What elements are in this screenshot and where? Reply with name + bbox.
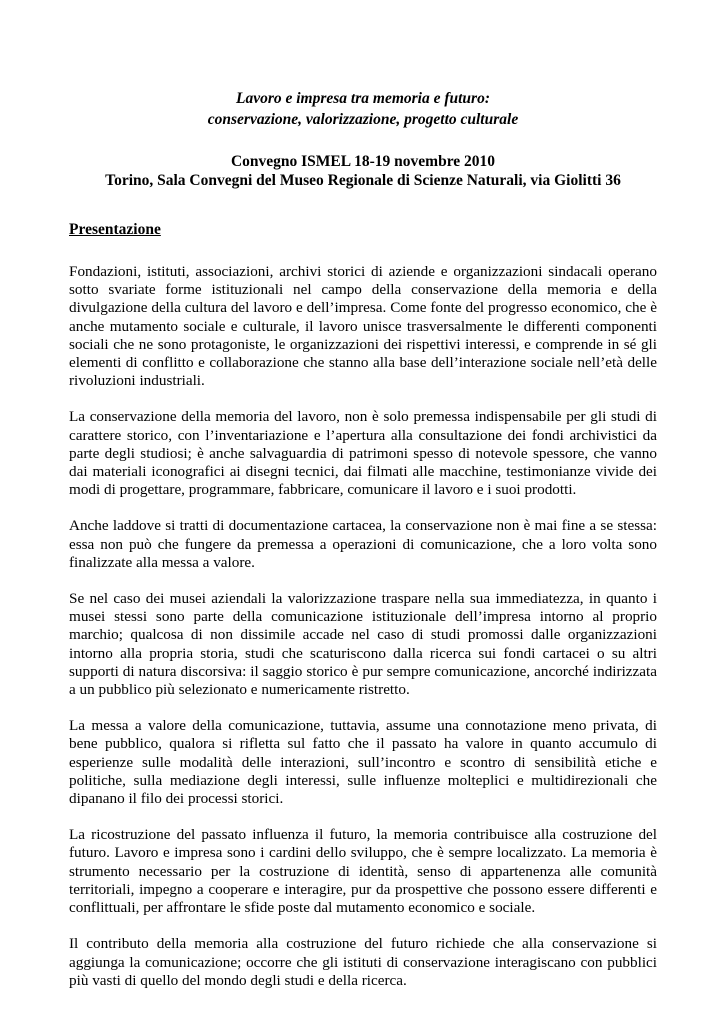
title-line-2: conservazione, valorizzazione, progetto culturale: [207, 111, 519, 128]
paragraph: La messa a valore della comunicazione, tuttavia, assume una connotazione meno privata, di bene pubblico, qualora si rifletta sul fatto che il passato ha valore in quanto accumulo di esperienze sulle modalità delle interazioni, sull’incontro e scontro di sensibilità etiche e politiche, sulla mediazione degli interessi, sulle influenze molteplici e multidirezionali che dipanano il filo dei processi storici.: [69, 717, 657, 808]
event-line-1: Convegno ISMEL 18-19 novembre 2010: [230, 153, 496, 170]
paragraph: Se nel caso dei musei aziendali la valorizzazione traspare nella sua immediatezza, in quanto i musei stessi sono parte della comunicazione istituzionale dell’impresa intorno al proprio marchio; qualcosa di non dissimile accade nel caso di studi promossi dalle organizzazioni intorno alla propria storia, studi che scaturiscono dalla ricerca sui fondi cartacei o su altri supporti di natura discorsiva: il saggio storico è pur sempre comunicazione, ancorché indirizzata a un pubblico più selezionato e numericamente ristretto.: [69, 590, 657, 699]
paragraph: Anche laddove si tratti di documentazione cartacea, la conservazione non è mai fine a se stessa: essa non può che fungere da premessa a operazioni di comunicazione, che a loro volta sono finalizzate alla messa a valore.: [69, 517, 657, 571]
section-heading: Presentazione: [69, 221, 161, 238]
event-info: [69, 152, 657, 190]
paragraph: Il contributo della memoria alla costruzione del futuro richiede che alla conservazione si aggiunga la comunicazione; occorre che gli istituti di conservazione interagiscano con pubblici più vasti di quello del mondo degli studi e della ricerca.: [69, 935, 657, 989]
document-page: [69, 88, 657, 990]
paragraph: La ricostruzione del passato influenza il futuro, la memoria contribuisce alla costruzione del futuro. Lavoro e impresa sono i cardini dello sviluppo, che è sempre localizzato. La memoria è strumento necessario per la costruzione di identità, senso di appartenenza alle comunità territoriali, impegno a cooperare e interagire, pur da prospettive che possono essere differenti e conflittuali, per affrontare le sfide poste dal mutamento economico e sociale.: [69, 826, 657, 917]
paragraph: La conservazione della memoria del lavoro, non è solo premessa indispensabile per gli studi di carattere storico, con l’inventariazione e l’apertura alla consultazione dei fondi archivistici da parte degli studiosi; è anche salvaguardia di patrimoni spesso di notevole spessore, che vanno dai materiali iconografici ai disegni tecnici, dai filmati alle macchine, testimonianze vivide dei modi di progettare, programmare, fabbricare, comunicare il lavoro e i suoi prodotti.: [69, 408, 657, 499]
title-line-1: Lavoro e impresa tra memoria e futuro:: [235, 90, 491, 107]
event-line-2: Torino, Sala Convegni del Museo Regionale di Scienze Naturali, via Giolitti 36: [105, 172, 621, 189]
document-title: [69, 88, 657, 130]
paragraph: Fondazioni, istituti, associazioni, archivi storici di aziende e organizzazioni sindacali operano sotto svariate forme istituzionali nel campo della conservazione della memoria e della divulgazione della cultura del lavoro e dell’impresa. Come fonte del progresso economico, che è anche mutamento sociale e culturale, il lavoro unisce trasversalmente le differenti componenti sociali che ne sono protagoniste, le organizzazioni dei rispettivi interessi, e comprende in sé gli elementi di conflitto e collaborazione che stanno alla base dell’interazione sociale nell’età delle rivoluzioni industriali.: [69, 263, 657, 390]
